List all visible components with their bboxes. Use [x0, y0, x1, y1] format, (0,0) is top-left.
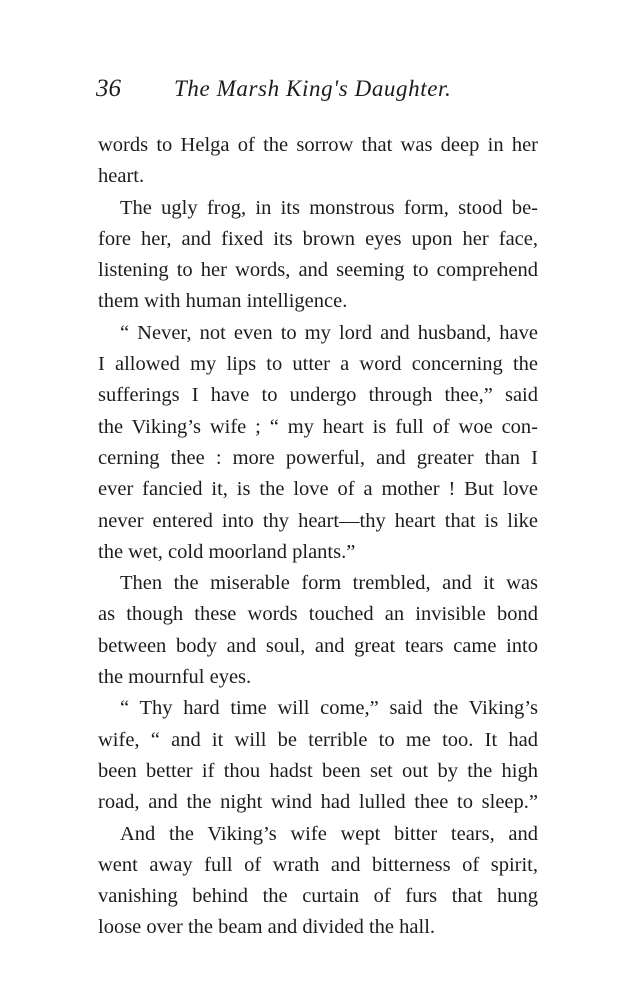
text-line: “ Thy hard time will come,” said the Viking’s — [120, 697, 538, 720]
text-line: the wet, cold moorland plants.” — [98, 540, 356, 563]
text-line: loose over the beam and divided the hall. — [98, 916, 436, 939]
text-line: Then the miserable form trembled, and it was — [120, 572, 538, 595]
text-line: fore her, and fixed its brown eyes upon her face, — [98, 227, 538, 250]
text-line: I allowed my lips to utter a word concerning the — [98, 353, 538, 376]
running-title: The Marsh King's Daughter. — [174, 76, 452, 101]
text-line: sufferings I have to undergo through thee,” said — [98, 384, 538, 407]
text-line: the Viking’s wife ; “ my heart is full of woe con- — [98, 415, 538, 438]
page-header — [96, 74, 516, 108]
text-line: them with human intelligence. — [98, 290, 348, 313]
text-line: listening to her words, and seeming to comprehend — [98, 259, 538, 282]
page-number: 36 — [96, 75, 121, 102]
text-line: road, and the night wind had lulled thee to sleep.” — [98, 791, 538, 814]
text-line: wife, “ and it will be terrible to me too. It had — [98, 728, 538, 751]
text-line: been better if thou hadst been set out by the high — [98, 759, 538, 782]
text-line: went away full of wrath and bitterness of spirit, — [98, 853, 538, 876]
text-line: as though these words touched an invisible bond — [98, 603, 538, 626]
text-line: The ugly frog, in its monstrous form, stood be- — [120, 196, 538, 219]
text-line: never entered into thy heart—thy heart that is like — [98, 509, 538, 532]
text-line: And the Viking’s wife wept bitter tears, and — [120, 822, 538, 845]
text-line: vanishing behind the curtain of furs that hung — [98, 885, 538, 908]
text-line: the mournful eyes. — [98, 666, 252, 689]
text-line: heart. — [98, 165, 145, 188]
text-line: ever fancied it, is the love of a mother ! But love — [98, 478, 538, 501]
text-line: “ Never, not even to my lord and husband, have — [120, 321, 538, 344]
text-line: words to Helga of the sorrow that was deep in her — [98, 134, 538, 156]
body-text — [98, 130, 538, 944]
text-line: between body and soul, and great tears came into — [98, 634, 538, 657]
text-line: cerning thee : more powerful, and greater than I — [98, 446, 538, 469]
